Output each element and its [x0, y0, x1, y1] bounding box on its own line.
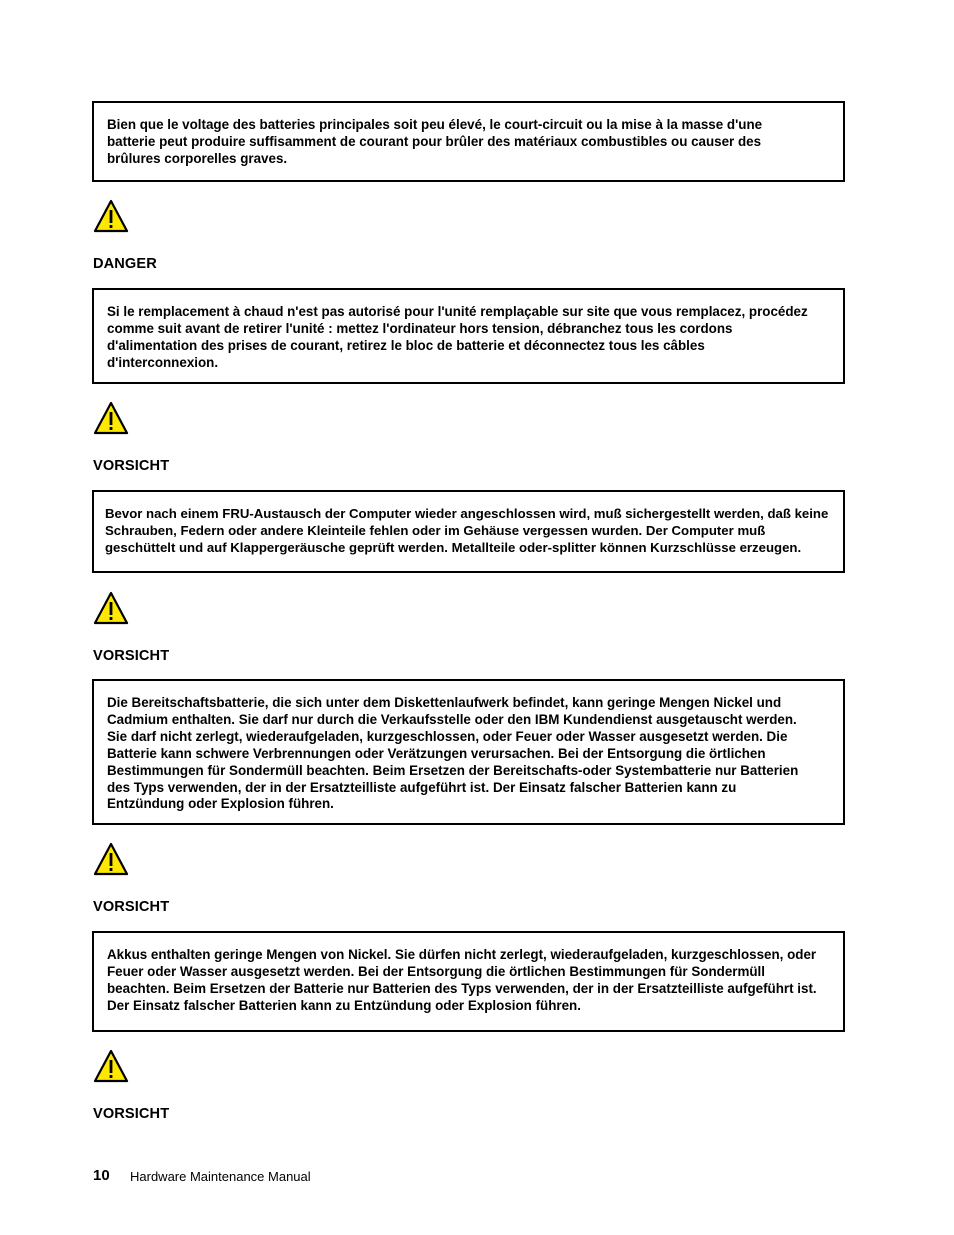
notice-text: Akkus enthalten geringe Mengen von Nickel. Sie dürfen nicht zerlegt, wiederaufgeladen, kurzgeschlossen, oder Feuer oder Wasser ausgesetzt werden. Bei der Entsorgung die örtlichen Bestimmungen für Sondermüll beachten. Beim Ersetzen der Batterie nur Batterien des Typs verwenden, der in der Ersatzteilliste aufgeführt ist. Der Einsatz falscher Batterien kann zu Entzündung oder Explosion führen.	[107, 947, 817, 1013]
danger-label: DANGER	[93, 256, 157, 272]
vorsicht-label: VORSICHT	[93, 648, 170, 664]
notice-box-1	[92, 101, 845, 182]
page-number: 10	[93, 1167, 110, 1184]
vorsicht-label: VORSICHT	[93, 458, 170, 474]
notice-text: Bien que le voltage des batteries principales soit peu élevé, le court-circuit ou la mise à la masse d'une batterie peut produire suffisamment de courant pour brûler des matériaux combustibles ou causer des brûlures corporelles graves.	[107, 117, 763, 166]
warning-triangle-icon	[93, 842, 129, 876]
vorsicht-label: VORSICHT	[93, 1106, 170, 1122]
notice-box-4	[92, 679, 845, 825]
vorsicht-label: VORSICHT	[93, 899, 170, 915]
notice-text: Bevor nach einem FRU-Austausch der Computer wieder angeschlossen wird, muß sichergestellt werden, daß keine Schrauben, Federn oder andere Kleinteile fehlen oder im Gehäuse vergessen wurden. Der Computer muß geschüttelt und auf Klappergeräusche geprüft werden. Metallteile oder-splitter können Kurzschlüsse erzeugen.	[105, 506, 829, 555]
notice-box-2	[92, 288, 845, 384]
warning-triangle-icon	[93, 591, 129, 625]
warning-triangle-icon	[93, 199, 129, 233]
document-title: Hardware Maintenance Manual	[130, 1169, 311, 1184]
warning-triangle-icon	[93, 1049, 129, 1083]
notice-text: Die Bereitschaftsbatterie, die sich unter dem Diskettenlaufwerk befindet, kann geringe Mengen Nickel und Cadmium enthalten. Sie darf nur durch die Verkaufsstelle oder den IBM Kundendienst ausgetauscht werden. Sie darf nicht zerlegt, wiederaufgeladen, kurzgeschlossen, oder Feuer oder Wasser ausgesetzt werden. Die Batterie kann schwere Verbrennungen oder Verätzungen verursachen. Bei der Entsorgung die örtlichen Bestimmungen für Sondermüll beachten. Beim Ersetzen der Bereitschafts-oder Systembatterie nur Batterien des Typs verwenden, der in der Ersatzteilliste aufgeführt ist. Der Einsatz falscher Batterien kann zu Entzündung oder Explosion führen.	[107, 695, 799, 812]
notice-text: Si le remplacement à chaud n'est pas autorisé pour l'unité remplaçable sur site que vous remplacez, procédez comme suit avant de retirer l'unité : mettez l'ordinateur hors tension, débranchez tous les cordons d'alimentation des prises de courant, retirez le bloc de batterie et déconnectez tous les câbles d'interconnexion.	[107, 304, 808, 370]
warning-triangle-icon	[93, 401, 129, 435]
notice-box-3	[92, 490, 845, 573]
notice-box-5	[92, 931, 845, 1032]
